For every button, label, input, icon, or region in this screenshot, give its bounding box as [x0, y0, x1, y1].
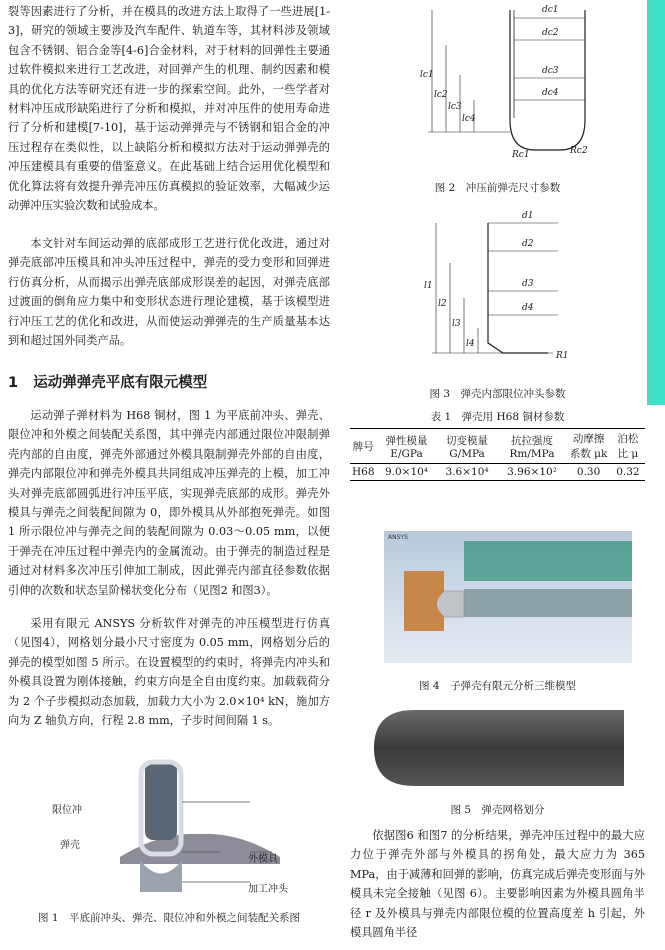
table-header: 牌号 [352, 440, 374, 453]
figure-3-caption: 图 3 弹壳内部限位冲头参数 [429, 388, 566, 400]
table-cell: 3.6×10⁴ [445, 466, 489, 478]
fea-3d-model [384, 531, 632, 663]
table-header: 弹性模量 E/GPa [385, 434, 428, 460]
aim-paragraph: 本文针对车间运动弹的底部成形工艺进行优化改进，通过对弹壳底部冲压模具和冲头冲压过程中，弹壳的受力变形和回弹进行仿真分析，从而揭示出弹壳底部成形误差的起因，对弹壳底部过渡面的倒角应力集中和变形状态进行理论建模，基于该模型进行冲压工艺的优化和改进，从而使运动弹弹壳的生产质量基本达到和超过国外同类产品。 [8, 237, 330, 348]
table-header: 抗拉强度 Rm/MPa [509, 434, 555, 460]
page-edge-accent [647, 0, 665, 405]
label-lc1: lc1 [420, 70, 434, 80]
figure-5-caption: 图 5 弹壳网格划分 [450, 804, 545, 816]
figure-2 [420, 0, 610, 168]
label-rc1: Rc1 [512, 150, 530, 160]
ansys-paragraph: 采用有限元 ANSYS 分析软件对弹壳的冲压模型进行仿真（见图4），网格划分最小尺寸密度为 0.05 mm，网格划分后的弹壳的模型如图 5 所示。在设置模型的约束时，将弹壳内冲头和外模具设置为刚体接触，约束方向是全自由度约束。加载载荷分为 2 个子步模拟动态加载，加载力大小为 2.0×10⁴ kN，施加方向为 Z 轴负方向，行程 2.8 mm，子步时间间隔 1 s。 [8, 617, 330, 728]
label-outer-die: 外模具 [248, 854, 278, 865]
material-paragraph: 运动弹子弹材料为 H68 铜材，图 1 为平底前冲头、弹壳、限位冲和外模之间装配关系图，其中弹壳内部通过限位冲限制弹壳内部的自由度，弹壳外部通过外模具限制弹壳外部的自由度，弹壳内部限位冲和弹壳外模具共同组成冲压弹壳的上模，加工冲头对弹壳底部圆弧进行冲压平底，实现弹壳底部的成形。弹壳外模具与弹壳之间装配间隙为 0，即外模具从外部抱死弹壳。如图 1 所示限位冲与弹壳之间的装配间隙为 0.03～0.05 mm，以便于弹壳在冲压过程中弹壳内的金属流动。由于弹壳的制造过程是通过对材料多次冲压引伸加工制成，因此弹壳内部直径参数依据引伸的次数和状态呈阶梯状变化分布（见图2 和图3）。 [8, 409, 330, 597]
figure-4-caption: 图 4 子弹壳有限元分析三维模型 [418, 680, 577, 692]
table-1 [350, 428, 645, 481]
section-heading [8, 371, 207, 392]
label-r1: R1 [556, 351, 569, 361]
intro-paragraph: 裂等因素进行了分析，并在模具的改进方法上取得了一些进展[1-3]，研究的领域主要涉及汽车配件、轨道车等，其材料涉及领域包含不锈钢、铝合金等[4-6]合金材料，对于材料的回弹性主要通过软件模拟来进行工艺改进，对回弹产生的机理、制约因素和模具的优化方法等研究还有进一步的探索空间。此外，一些学者对材料冲压成形缺陷进行了分析和模拟，并对冲压件的使用寿命进行了分析和建模[7-10]，基于运动弹弹壳与不锈钢和铝合金的冲压过程存在类似性，以上缺陷分析和模拟方法对于运动弹弹壳的冲压建模具有重要的借鉴意义。在此基础上结合运用优化模型和优化算法将有效提升弹壳冲压仿真模拟的验证效率，大幅减少运动弹冲压实验次数和试验成本。 [8, 5, 330, 213]
label-machining-punch: 加工冲头 [248, 884, 288, 895]
material-table [350, 428, 645, 481]
label-l3: l3 [452, 319, 461, 329]
section-number: 1 [8, 375, 19, 391]
table-header: 切变模量 G/MPa [446, 434, 489, 460]
label-l4: l4 [466, 339, 475, 349]
label-dc2: dc2 [542, 28, 559, 38]
results-paragraph: 依据图6 和图7 的分析结果，弹壳冲压过程中的最大应力位于弹壳外部与外模具的拐角处，最大应力为 365 MPa，由于减薄和回弹的影响，仿真完成后弹壳变形面与外模具未完全接触（见图 6）。主要影响因素为外模具圆角半径 r 及外模具与弹壳内部限位模的位置高度差 h 引起，外模具圆角半径 [350, 829, 645, 940]
table-row [350, 464, 645, 481]
figure-1 [52, 752, 300, 902]
ansys-tag: ANSYS [388, 534, 408, 541]
label-dc4: dc4 [542, 88, 559, 98]
table-header: 泊松比 μ [617, 433, 639, 460]
table-header: 动摩擦系数 μk [569, 433, 608, 460]
label-l1: l1 [424, 281, 433, 291]
label-d2: d2 [522, 239, 534, 249]
label-lc3: lc3 [448, 102, 462, 112]
section-title: 运动弹弹壳平底有限元模型 [33, 375, 208, 391]
label-dc1: dc1 [542, 5, 559, 15]
mesh-model [374, 708, 624, 788]
figure-3 [424, 203, 578, 375]
table-cell: 9.0×10⁴ [384, 466, 429, 478]
figure-1-caption: 图 1 平底前冲头、弹壳、限位冲和外模之间装配关系图 [37, 912, 301, 924]
table-header-row [350, 429, 645, 464]
table-cell: 3.96×10² [507, 466, 557, 478]
label-l2: l2 [438, 299, 447, 309]
label-shell: 弹壳 [60, 840, 80, 851]
figure-2-caption: 图 2 冲压前弹壳尺寸参数 [434, 182, 561, 194]
label-lc2: lc2 [434, 90, 448, 100]
label-d3: d3 [522, 279, 534, 289]
label-d1: d1 [522, 211, 534, 221]
punch-dimension-diagram [428, 203, 578, 375]
label-d4: d4 [522, 303, 534, 313]
table-1-title: 表 1 弹壳用 H68 铜材参数 [430, 411, 565, 423]
label-dc3: dc3 [542, 66, 559, 76]
figure-4 [384, 531, 632, 663]
shell-dimension-diagram [420, 0, 610, 168]
label-rc2: Rc2 [570, 146, 588, 156]
label-lc4: lc4 [462, 114, 476, 124]
label-limit-punch: 限位冲 [52, 805, 82, 816]
table-cell: H68 [352, 466, 375, 478]
figure-5 [374, 708, 624, 788]
table-cell: 0.32 [616, 466, 640, 478]
table-cell: 0.30 [576, 466, 601, 478]
